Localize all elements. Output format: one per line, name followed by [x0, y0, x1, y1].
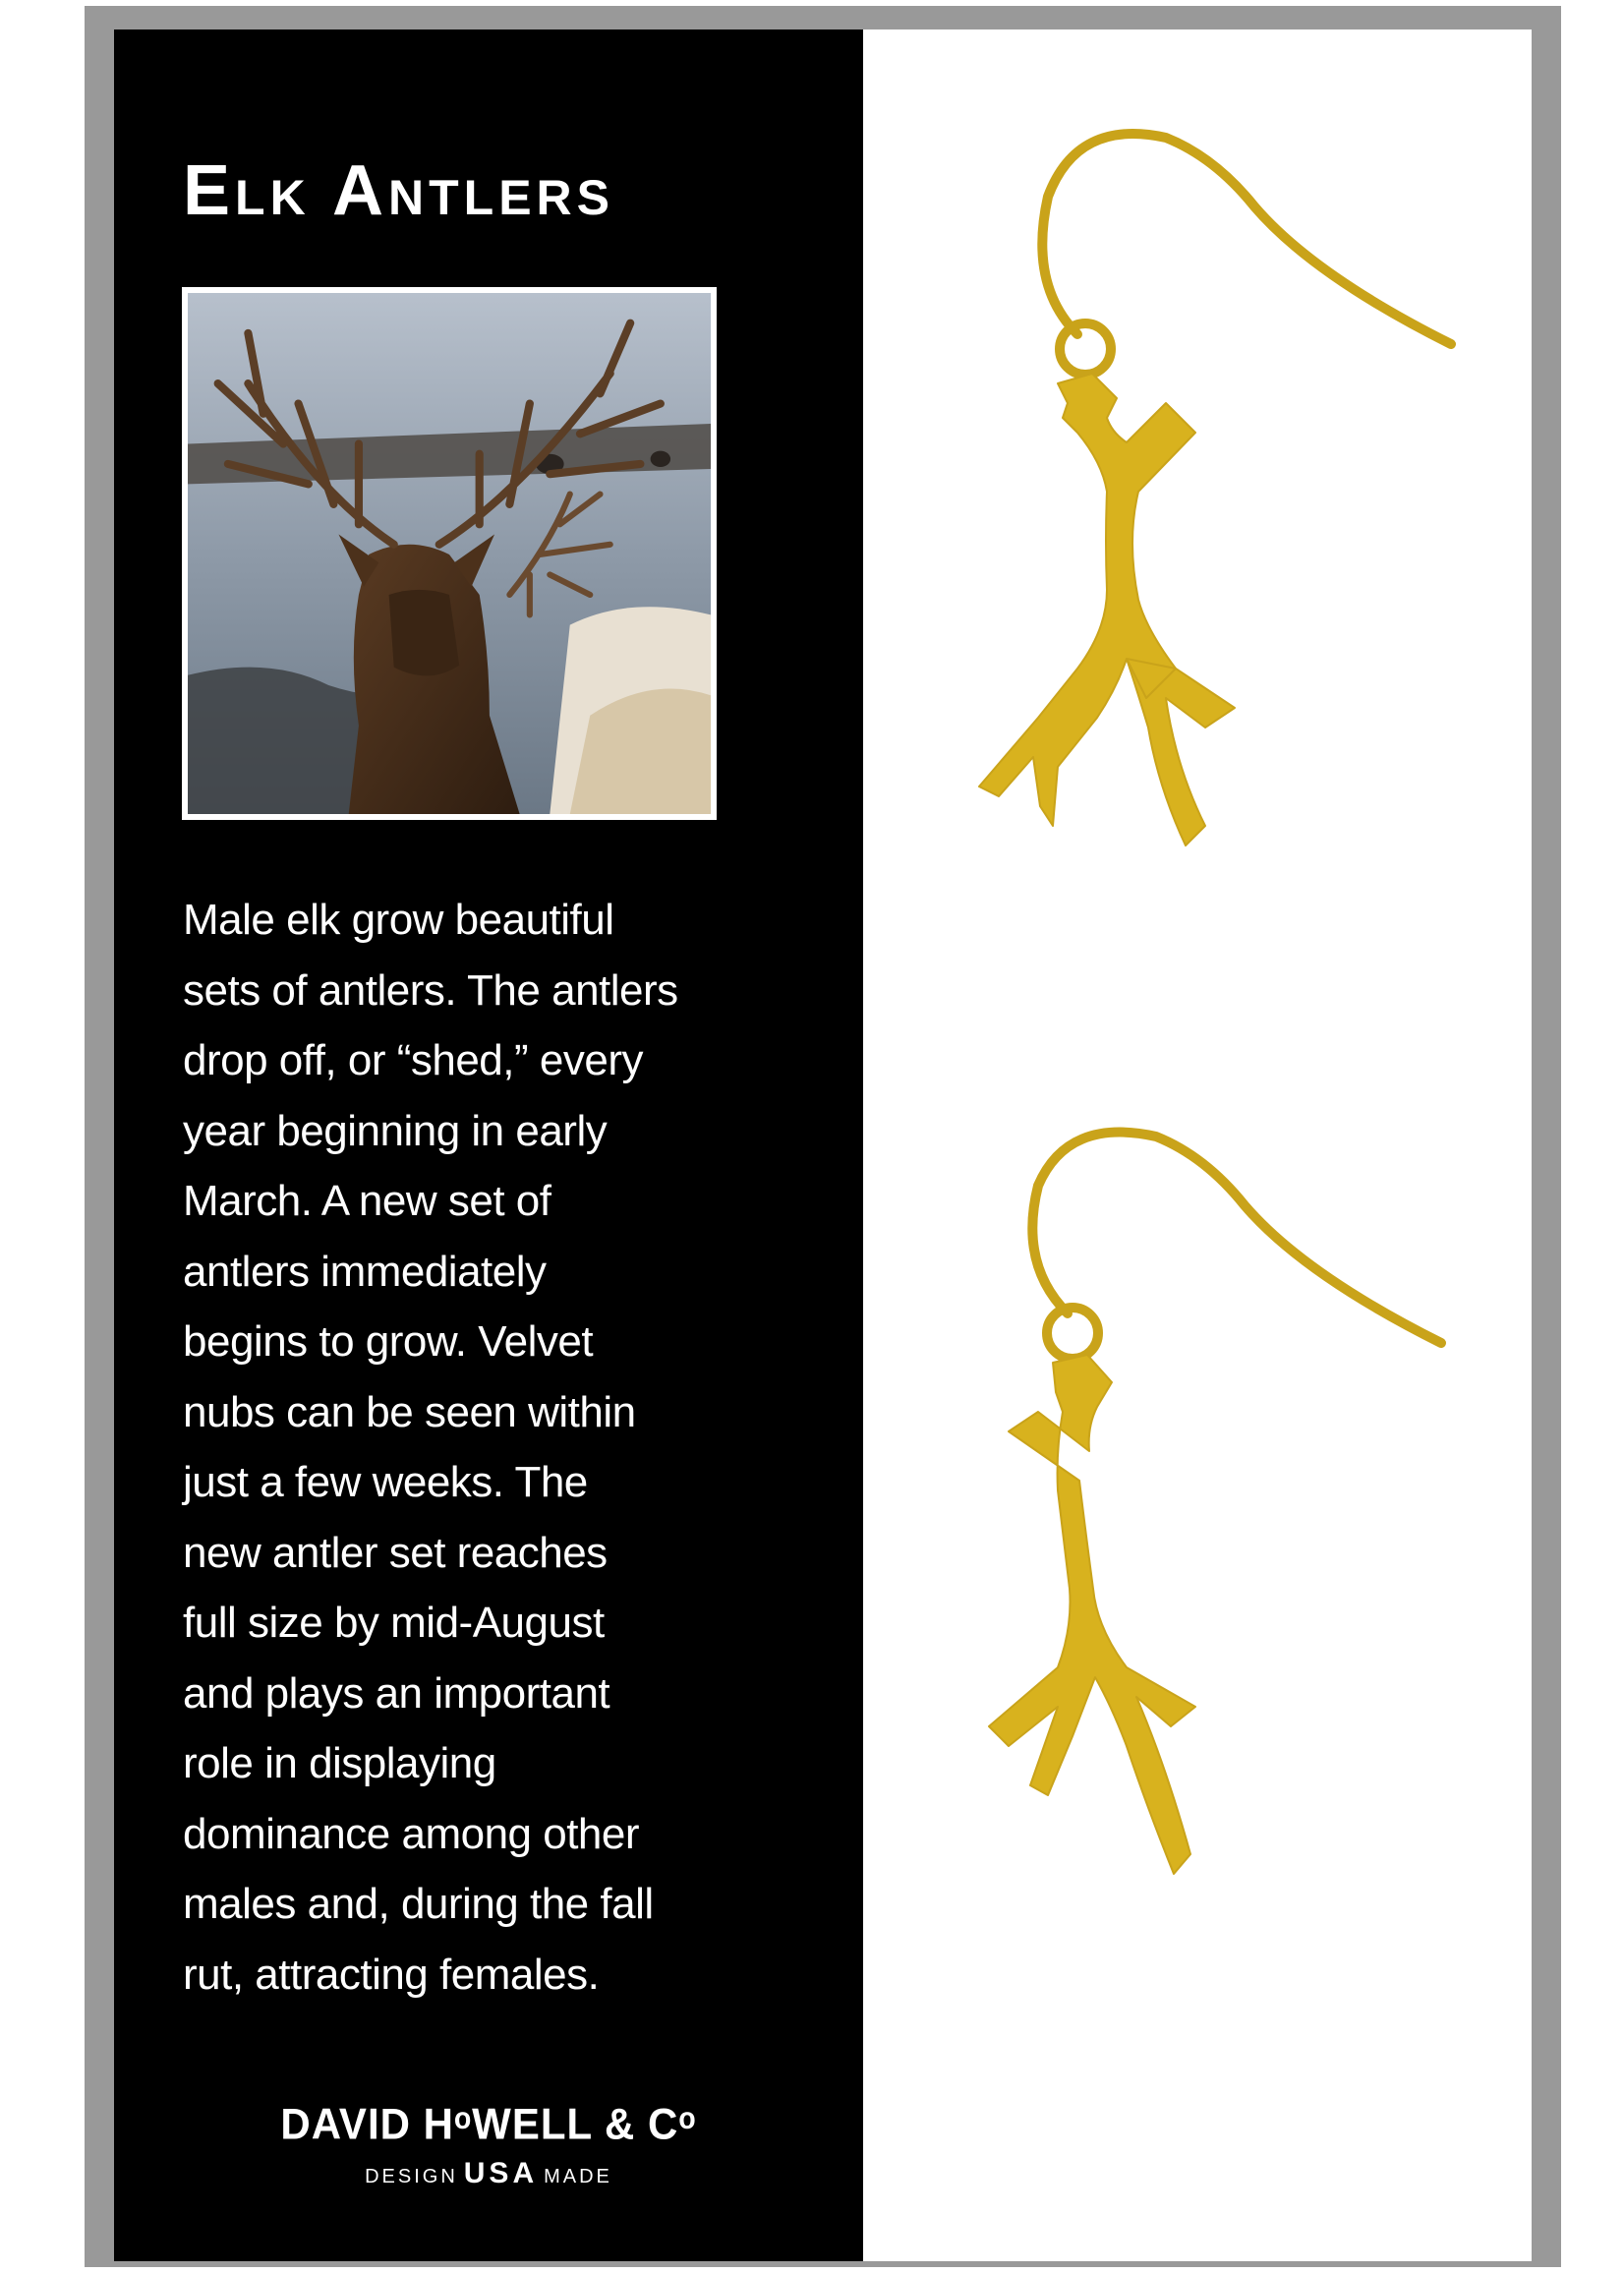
tagline-made: MADE [544, 2166, 612, 2187]
description-line: new antler set reaches [183, 1528, 608, 1577]
tagline-usa: USA [463, 2157, 539, 2189]
description-line: just a few weeks. The [183, 1458, 588, 1506]
product-card [114, 29, 1532, 2261]
description-line: males and, during the fall [183, 1880, 654, 1928]
earring-top [881, 79, 1510, 1062]
description-line: nubs can be seen within [183, 1387, 636, 1436]
description-line: full size by mid-August [183, 1599, 605, 1647]
description-line: rut, attracting females. [183, 1950, 600, 1999]
description-line: drop off, or “shed,” every [183, 1036, 643, 1084]
gold-antler-earring-icon [861, 1097, 1490, 2080]
gold-antler-earring-icon [881, 79, 1510, 1062]
description-line: dominance among other [183, 1809, 640, 1858]
brand-name: DAVID HᵒWELL & Cᵒ [280, 2099, 697, 2149]
product-title: Elk Antlers [183, 151, 615, 230]
description-line: year beginning in early [183, 1106, 608, 1155]
tagline-design: DESIGN [365, 2166, 458, 2187]
bull-elk-photo-icon [188, 293, 711, 814]
product-description [183, 885, 832, 2010]
earring-bottom [861, 1097, 1490, 2080]
description-line: antlers immediately [183, 1247, 547, 1296]
description-line: Male elk grow beautiful [183, 896, 614, 944]
elk-photo [182, 287, 717, 820]
brand-tagline [114, 2159, 863, 2188]
card-frame [85, 6, 1561, 2267]
description-line: March. A new set of [183, 1177, 551, 1225]
description-line: role in displaying [183, 1739, 496, 1787]
info-panel [114, 29, 863, 2261]
description-line: sets of antlers. The antlers [183, 965, 678, 1015]
brand-logo [114, 2099, 863, 2189]
description-line: and plays an important [183, 1668, 610, 1718]
description-line: begins to grow. Velvet [183, 1317, 594, 1366]
